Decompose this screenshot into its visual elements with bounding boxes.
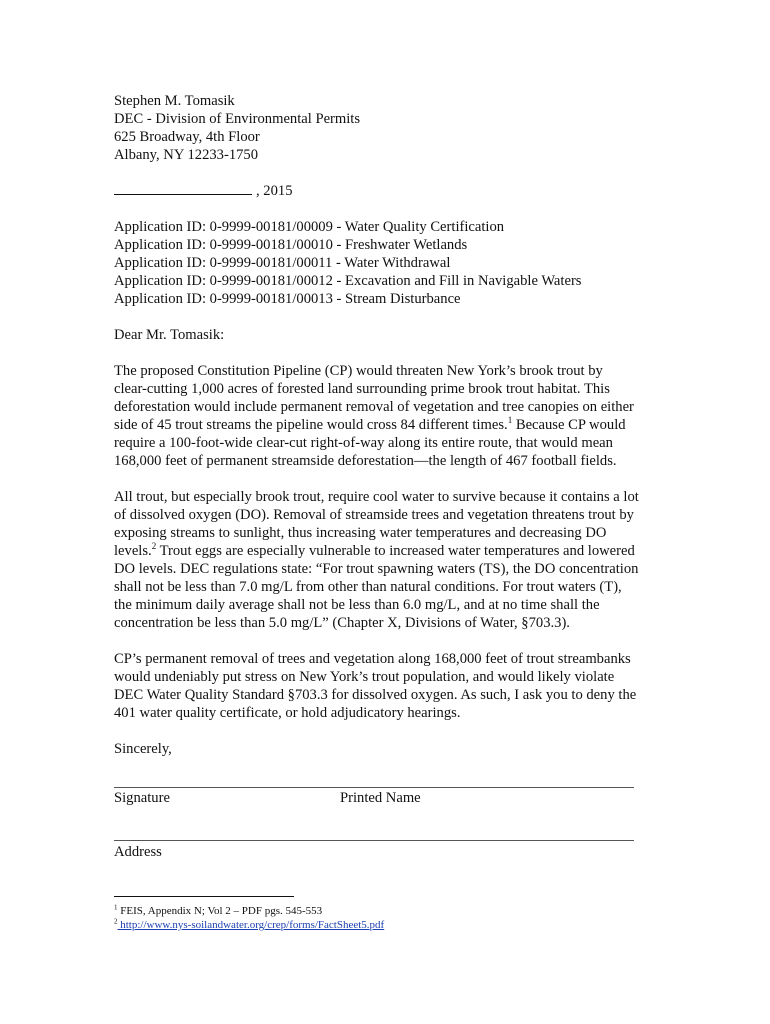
paragraph-line: deforestation would include permanent removal of vegetation and tree canopies on either	[114, 399, 634, 415]
footnote-2	[114, 918, 384, 932]
paragraph-line: shall not be less than 7.0 mg/L from other than natural conditions. For trout waters (T),	[114, 579, 622, 595]
paragraph-2	[114, 488, 674, 632]
application-item: Application ID: 0-9999-00181/00012 - Excavation and Fill in Navigable Waters	[114, 273, 582, 289]
date-line	[114, 182, 674, 200]
paragraph-line: of dissolved oxygen (DO). Removal of streamside trees and vegetation threatens trout by	[114, 507, 634, 523]
recipient-name: Stephen M. Tomasik	[114, 93, 235, 109]
signature-line[interactable]	[114, 787, 634, 788]
date-blank[interactable]	[114, 182, 252, 195]
paragraph-line: would undeniably put stress on New York’s trout population, and would likely violate	[114, 669, 615, 685]
paragraph-line: 168,000 feet of permanent streamside deforestation—the length of 467 football fields.	[114, 453, 617, 469]
paragraph-line	[114, 416, 674, 434]
text-run: Trout eggs are especially vulnerable to increased water temperatures and lowered	[156, 543, 635, 559]
footnote-1	[114, 904, 384, 918]
recipient-street: 625 Broadway, 4th Floor	[114, 129, 260, 145]
paragraph-line: exposing streams to sunlight, thus increasing water temperatures and decreasing DO	[114, 525, 607, 541]
application-item: Application ID: 0-9999-00181/00009 - Water Quality Certification	[114, 219, 505, 235]
salutation: Dear Mr. Tomasik:	[114, 327, 225, 343]
application-item: Application ID: 0-9999-00181/00011 - Water Withdrawal	[114, 255, 451, 271]
paragraph-line: concentration be less than 5.0 mg/L” (Chapter X, Divisions of Water, §703.3).	[114, 615, 570, 631]
address-line[interactable]	[114, 840, 634, 841]
footnotes	[114, 904, 384, 932]
footnote-text: FEIS, Appendix N; Vol 2 – PDF pgs. 545-553	[117, 905, 323, 917]
text-run: Because CP would	[512, 417, 626, 433]
text-run: side of 45 trout streams the pipeline would cross 84 different times.	[114, 417, 508, 433]
footnote-ref-1: 1	[507, 415, 513, 426]
footnote-ref-2: 2	[151, 541, 157, 552]
paragraph-line: clear-cutting 1,000 acres of forested land surrounding prime brook trout habitat. This	[114, 381, 610, 397]
recipient-block	[114, 92, 674, 164]
footnote-divider	[114, 896, 294, 897]
text-run: levels.	[114, 543, 152, 559]
paragraph-line: DEC Water Quality Standard §703.3 for dissolved oxygen. As such, I ask you to deny the	[114, 687, 637, 703]
paragraph-line: The proposed Constitution Pipeline (CP) would threaten New York’s brook trout by	[114, 363, 603, 379]
paragraph-line: CP’s permanent removal of trees and vegetation along 168,000 feet of trout streambanks	[114, 651, 631, 667]
application-item: Application ID: 0-9999-00181/00010 - Freshwater Wetlands	[114, 237, 468, 253]
footnote-link[interactable]: http://www.nys-soilandwater.org/crep/forms/FactSheet5.pdf	[117, 919, 385, 931]
paragraph-3	[114, 650, 674, 722]
footnote-mark: 1	[114, 903, 118, 912]
closing: Sincerely,	[114, 741, 172, 757]
recipient-division: DEC - Division of Environmental Permits	[114, 111, 361, 127]
paragraph-1	[114, 362, 674, 470]
footnote-mark: 2	[114, 917, 118, 926]
letter-body	[114, 92, 674, 758]
paragraph-line	[114, 542, 674, 560]
paragraph-line: require a 100-foot-wide clear-cut right-of-way along its entire route, that would mean	[114, 435, 613, 451]
signature-label: Signature	[114, 790, 170, 806]
paragraph-line: DO levels. DEC regulations state: “For trout spawning waters (TS), the DO concentration	[114, 561, 639, 577]
printed-name-label: Printed Name	[340, 790, 421, 806]
application-item: Application ID: 0-9999-00181/00013 - Stream Disturbance	[114, 291, 461, 307]
paragraph-line: 401 water quality certificate, or hold adjudicatory hearings.	[114, 705, 461, 721]
recipient-city: Albany, NY 12233-1750	[114, 147, 259, 163]
date-year: , 2015	[256, 183, 293, 199]
paragraph-line: the minimum daily average shall not be less than 6.0 mg/L, and at no time shall the	[114, 597, 600, 613]
application-list	[114, 218, 674, 308]
paragraph-line: All trout, but especially brook trout, require cool water to survive because it contains a lot	[114, 489, 639, 505]
address-label: Address	[114, 844, 162, 860]
